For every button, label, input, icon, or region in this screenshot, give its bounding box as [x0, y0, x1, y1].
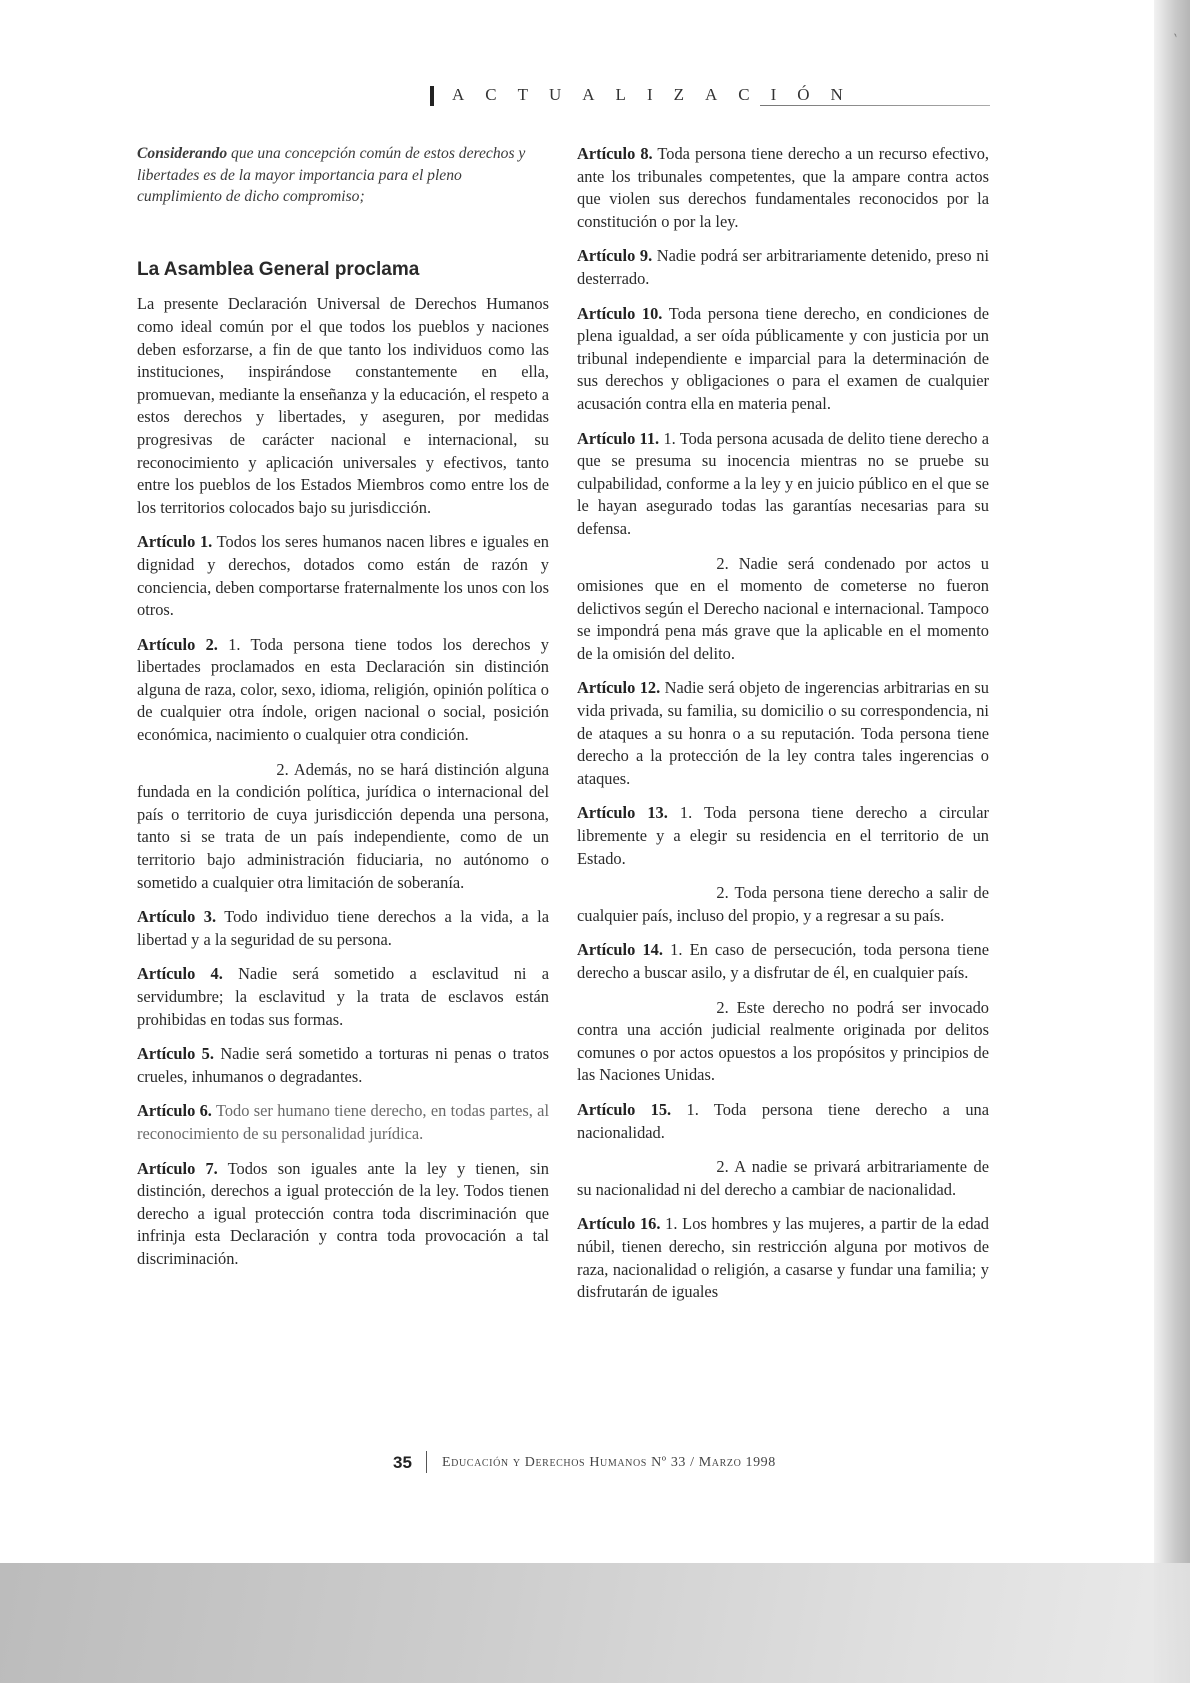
article-13-paragraph-2: 2. Toda persona tiene derecho a salir de cualquier país, incluso del propio, y a regresar a su país.	[577, 883, 989, 925]
article-text: Nadie será sometido a esclavitud ni a servidumbre; la esclavitud y la trata de esclavos están prohibidas en todas sus formas.	[137, 964, 550, 1029]
journal-citation: Educación y Derechos Humanos Nº 33 / Marzo 1998	[442, 1455, 776, 1470]
article-15-paragraph-2: 2. A nadie se privará arbitrariamente de su nacionalidad ni del derecho a cambiar de nacionalidad.	[577, 1157, 989, 1199]
article-7	[137, 1158, 549, 1271]
article-text: 1. Toda persona tiene todos los derechos y libertades proclamados en esta Declaración sin distinción alguna de raza, color, sexo, idioma, religión, opinión política o de cualquier otra índole, origen nacional o social, posición económica, nacimiento o cualquier otra condición.	[137, 634, 549, 745]
article-10	[577, 303, 989, 416]
article-15	[577, 1099, 989, 1144]
article-label: Artículo 12.	[577, 678, 661, 698]
article-label: Artículo 7.	[137, 1158, 218, 1178]
article-label: Artículo 4.	[137, 964, 223, 984]
article-label: Artículo 3.	[137, 907, 217, 927]
article-11	[577, 428, 989, 541]
article-text: 1. Toda persona acusada de delito tiene derecho a que se presuma su inocencia mientras no se pruebe su culpabilidad, conforme a la ley y en juicio público en el que se le hayan asegurado todas las garantías necesarias para su defensa.	[577, 428, 990, 538]
pen-mark: ˋ	[1166, 29, 1181, 51]
article-text: Toda persona tiene derecho a un recurso efectivo, ante los tribunales competentes, que la ampare contra actos que violen sus derechos fundamentales reconocidos por la constitución o por la ley.	[577, 144, 989, 231]
page-number: 35	[393, 1453, 412, 1472]
article-text: Nadie será sometido a torturas ni penas o tratos crueles, inhumanos o degradantes.	[137, 1044, 549, 1086]
article-label: Artículo 16.	[577, 1214, 661, 1234]
article-16	[577, 1213, 989, 1303]
article-14-paragraph-2: 2. Este derecho no podrá ser invocado contra una acción judicial realmente originada por delitos comunes o por actos opuestos a los propósitos y principios de las Naciones Unidas.	[577, 997, 989, 1085]
article-3	[137, 906, 549, 951]
article-label: Artículo 8.	[577, 144, 653, 163]
left-column	[137, 143, 549, 1283]
article-14	[577, 939, 989, 984]
article-text: 1. En caso de persecución, toda persona tiene derecho a buscar asilo, y a disfrutar de él, en cualquier país.	[577, 940, 989, 982]
article-12	[577, 677, 989, 790]
article-1	[137, 531, 549, 621]
header-bar	[430, 86, 434, 106]
scan-edge-shadow	[1154, 0, 1190, 1683]
intro-paragraph	[137, 143, 549, 208]
right-column	[577, 143, 989, 1316]
article-label: Artículo 11.	[577, 428, 660, 448]
article-text: Nadie será objeto de ingerencias arbitrarias en su vida privada, su familia, su domicilio o su correspondencia, ni de ataques a su honra o a su reputación. Toda persona tiene derecho a la protección de la ley contra tales ingerencias o ataques.	[577, 678, 989, 788]
article-5	[137, 1043, 549, 1088]
article-9	[577, 245, 989, 290]
article-text: Nadie podrá ser arbitrariamente detenido, preso ni desterrado.	[577, 246, 989, 288]
article-text: 1. Toda persona tiene derecho a circular libremente y a elegir su residencia en el territorio de un Estado.	[577, 803, 989, 868]
article-8	[577, 143, 989, 233]
article-label: Artículo 10.	[577, 303, 663, 323]
article-11-paragraph-2: 2. Nadie será condenado por actos u omisiones que en el momento de cometerse no fueron delictivos según el Derecho nacional e internacional. Tampoco se impondrá pena más grave que la aplicable en el momento de la omisión del delito.	[577, 553, 989, 663]
footer-separator	[426, 1451, 427, 1473]
article-label: Artículo 13.	[577, 803, 668, 823]
article-label: Artículo 15.	[577, 1099, 672, 1119]
article-label: Artículo 5.	[137, 1044, 214, 1064]
article-6	[137, 1100, 549, 1145]
section-heading: La Asamblea General proclama	[137, 258, 420, 280]
article-label: Artículo 14.	[577, 940, 663, 960]
article-label: Artículo 9.	[577, 246, 653, 266]
article-4	[137, 963, 549, 1031]
article-2	[137, 634, 549, 747]
preamble-paragraph: La presente Declaración Universal de Derechos Humanos como ideal común por el que todos los pueblos y naciones deben esforzarse, a fin de que tanto los individuos como las instituciones, inspirándose constantemente en ella, promuevan, mediante la enseñanza y la educación, el respeto a estos derechos y libertades, y aseguren, por medidas progresivas de carácter nacional e internacional, su reconocimiento y aplicación universales y efectivos, tanto entre los pueblos de los Estados Miembros como entre los de los territorios colocados bajo su jurisdicción.	[137, 294, 549, 517]
page-footer	[393, 1453, 1053, 1477]
section-header	[430, 84, 990, 110]
scan-bottom-shadow	[0, 1563, 1190, 1683]
article-2-paragraph-2: 2. Además, no se hará distinción alguna fundada en la condición política, jurídica o internacional del país o territorio de cuya jurisdicción dependa una persona, tanto si se trata de un país independiente, como de un territorio bajo administración fiduciaria, no autónomo o sometido a cualquier otra limitación de soberanía.	[137, 759, 549, 892]
article-text: Todos los seres humanos nacen libres e iguales en dignidad y derechos, dotados como están de razón y conciencia, deben comportarse fraternalmente los unos con los otros.	[137, 532, 550, 620]
header-rule	[760, 105, 990, 106]
article-text: 1. Los hombres y las mujeres, a partir de la edad núbil, tienen derecho, sin restricción alguna por motivos de raza, nacionalidad o religión, a casarse y fundar una familia; y disfrutarán de iguales	[577, 1214, 989, 1302]
article-text: Todo ser humano tiene derecho, en todas partes, al reconocimiento de su personalidad jurídica.	[137, 1101, 550, 1143]
article-text: Toda persona tiene derecho, en condiciones de plena igualdad, a ser oída públicamente y con justicia por un tribunal independiente e imparcial para la determinación de sus derechos y obligaciones o para el examen de cualquier acusación contra ella en materia penal.	[577, 303, 989, 413]
article-text: Todo individuo tiene derechos a la vida, a la libertad y a la seguridad de su persona.	[137, 907, 550, 949]
article-13	[577, 802, 989, 870]
article-text: Todos son iguales ante la ley y tienen, sin distinción, derechos a igual protección de la ley. Todos tienen derecho a igual protección contra toda discriminación que infrinja esta Declaración y contra toda provocación a tal discriminación.	[137, 1158, 549, 1268]
section-title: ACTUALIZACIÓN	[452, 85, 864, 104]
article-text: 1. Toda persona tiene derecho a una nacionalidad.	[577, 1099, 989, 1142]
intro-text: que una concepción común de estos derechos y libertades es de la mayor importancia para el pleno cumplimiento de dicho compromiso;	[137, 145, 526, 206]
article-label: Artículo 1.	[137, 532, 213, 552]
intro-lead: Considerando	[137, 145, 228, 162]
article-label: Artículo 6.	[137, 1101, 212, 1121]
article-label: Artículo 2.	[137, 634, 218, 654]
